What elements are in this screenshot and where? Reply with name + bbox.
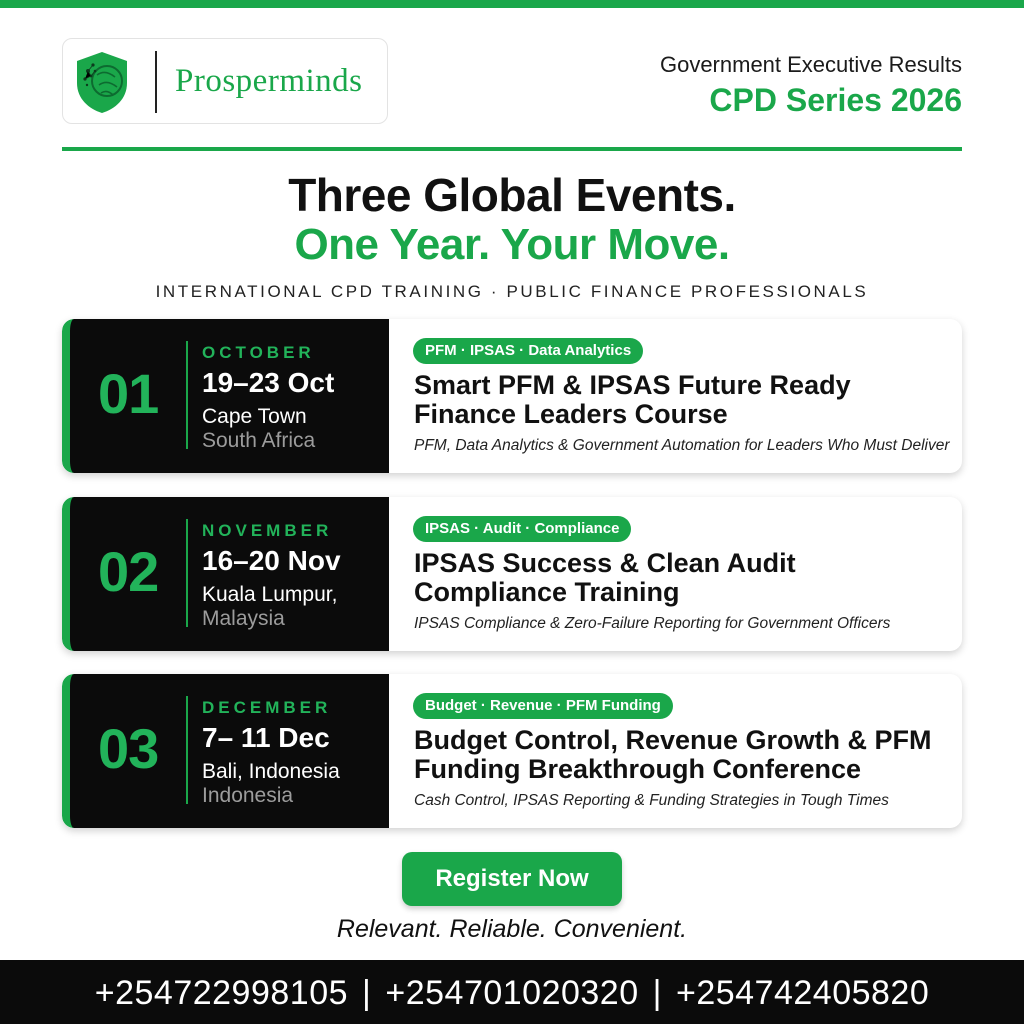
event-dates: 16–20 Nov (202, 545, 341, 576)
phone-list (0, 974, 1024, 1013)
event-month: NOVEMBER (202, 521, 333, 540)
series-title: CPD Series 2026 (709, 82, 962, 118)
event-date-panel (62, 674, 389, 828)
event-description: Cash Control, IPSAS Reporting & Funding Strategies in Tough Times (414, 792, 889, 809)
hero-subline: INTERNATIONAL CPD TRAINING · PUBLIC FINANCE PROFESSIONALS (155, 282, 869, 301)
brand-name: Prosperminds (175, 63, 363, 99)
event-details (389, 497, 962, 651)
event-number: 01 (98, 362, 159, 425)
organizer-line: Government Executive Results (659, 52, 962, 77)
event-city: Cape Town (202, 405, 307, 428)
date-panel-divider (186, 519, 188, 627)
date-panel-divider (186, 341, 188, 449)
top-accent-bar (0, 0, 1024, 8)
event-country: Indonesia (202, 784, 294, 807)
event-number: 02 (98, 540, 159, 603)
event-topic-tag: PFM · IPSAS · Data Analytics (413, 338, 643, 364)
event-card-2[interactable] (62, 497, 962, 651)
event-card-1[interactable] (62, 319, 962, 473)
event-month: DECEMBER (202, 698, 332, 717)
event-dates: 7– 11 Dec (202, 722, 330, 753)
event-country: Malaysia (202, 607, 285, 630)
register-now-button[interactable]: Register Now (402, 852, 622, 906)
event-details (389, 319, 962, 473)
phone-number-2[interactable]: +254701020320 (385, 974, 639, 1012)
event-dates: 19–23 Oct (202, 367, 335, 398)
event-title: Smart PFM & IPSAS Future Ready Finance Leaders Course (414, 370, 851, 429)
event-city: Bali, Indonesia (202, 760, 340, 783)
phone-number-1[interactable]: +254722998105 (94, 974, 349, 1012)
phone-number-3[interactable]: +254742405820 (675, 974, 930, 1012)
date-panel-divider (186, 696, 188, 804)
event-description: IPSAS Compliance & Zero-Failure Reporting for Government Officers (414, 615, 891, 632)
tagline: Relevant. Reliable. Convenient. (336, 915, 688, 943)
contact-footer (0, 960, 1024, 1024)
event-description: PFM, Data Analytics & Government Automation for Leaders Who Must Deliver (414, 437, 950, 454)
event-topic-tag: IPSAS · Audit · Compliance (413, 516, 631, 542)
event-country: South Africa (202, 429, 316, 452)
event-card-3[interactable] (62, 674, 962, 828)
event-title: Budget Control, Revenue Growth & PFM Funding Breakthrough Conference (414, 725, 932, 784)
headline-primary: Three Global Events. (288, 169, 736, 221)
headline-secondary: One Year. Your Move. (294, 220, 730, 269)
event-date-panel (62, 497, 389, 651)
event-date-panel (62, 319, 389, 473)
event-number: 03 (98, 717, 159, 780)
header-divider (62, 147, 962, 151)
event-month: OCTOBER (202, 343, 315, 362)
phone-separator: | (652, 974, 662, 1012)
event-details (389, 674, 962, 828)
event-topic-tag: Budget · Revenue · PFM Funding (413, 693, 673, 719)
event-city: Kuala Lumpur, (202, 583, 338, 606)
event-title: IPSAS Success & Clean Audit Compliance Training (414, 548, 796, 607)
green-shield-network-icon (71, 49, 133, 115)
logo-divider (155, 51, 157, 113)
brand-logo[interactable] (62, 38, 388, 124)
phone-separator: | (362, 974, 372, 1012)
